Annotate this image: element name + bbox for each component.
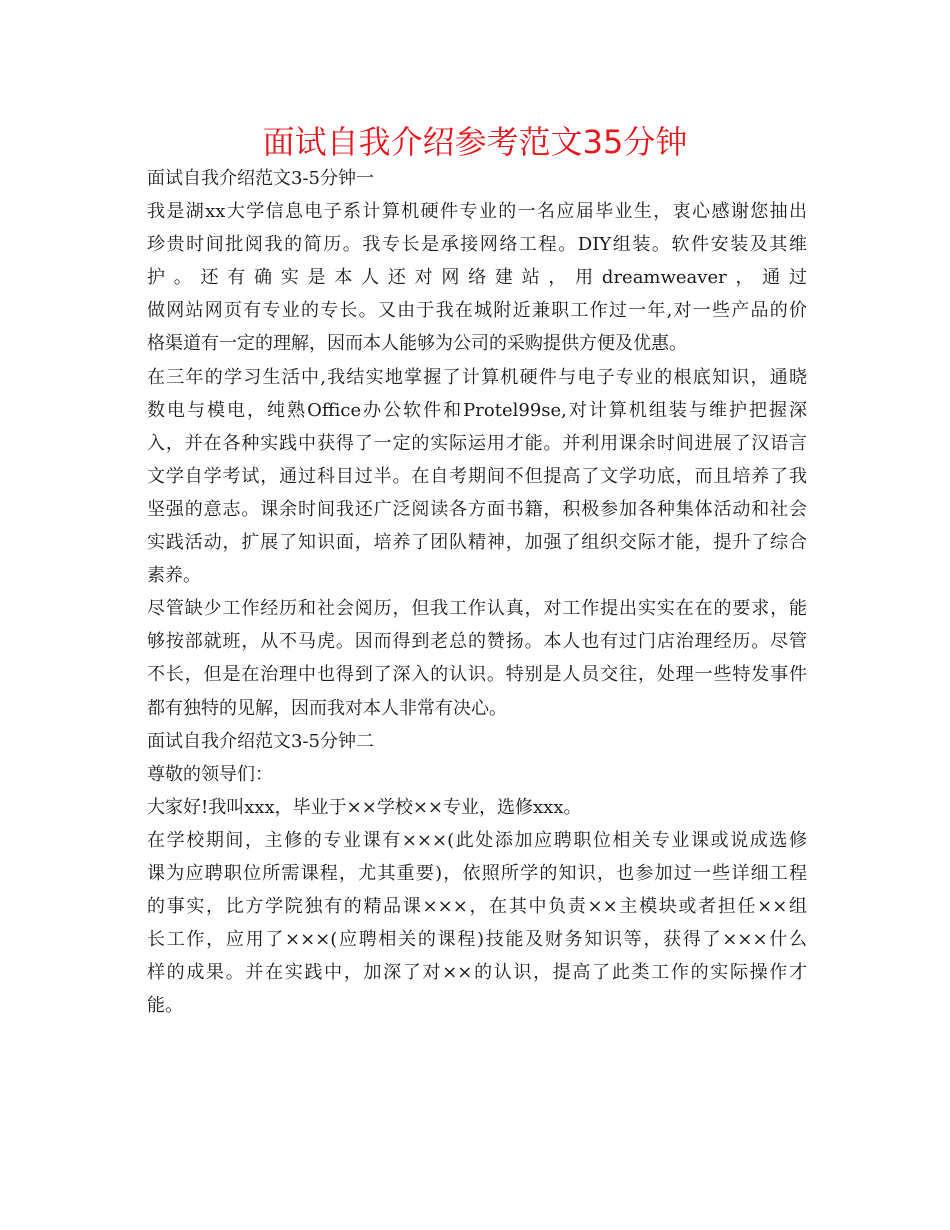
text-line: 珍贵时间批阅我的简历。我专长是承接网络工程。DIY组装。软件安装及其维 bbox=[147, 234, 807, 256]
text-line: 入，并在各种实践中获得了一定的实际运用才能。并利用课余时间进展了汉语言 bbox=[147, 432, 807, 454]
text-line: 的事实，比方学院独有的精品课×××，在其中负责××主模块或者担任××组 bbox=[147, 896, 807, 918]
text-line: 坚强的意志。课余时间我还广泛阅读各方面书籍，积极参加各种集体活动和社会 bbox=[147, 498, 807, 520]
text-line: 护。还有确实是本人还对网络建站，用dreamweaver，通过 bbox=[147, 267, 807, 289]
text-line: 尊敬的领导们： bbox=[147, 763, 273, 785]
text-line: 在三年的学习生活中,我结实地掌握了计算机硬件与电子专业的根底知识，通晓 bbox=[147, 366, 807, 388]
text-line: 都有独特的见解，因而我对本人非常有决心。 bbox=[147, 697, 507, 719]
text-line: 数电与模电，纯熟Office办公软件和Protel99se,对计算机组装与维护把握深 bbox=[147, 399, 807, 421]
text-line: 面试自我介绍范文3-5分钟一 bbox=[147, 168, 374, 189]
text-line: 不长，但是在治理中也得到了深入的认识。特别是人员交往，处理一些特发事件 bbox=[147, 664, 807, 686]
text-line: 素养。 bbox=[147, 565, 201, 587]
text-line: 文学自学考试，通过科目过半。在自考期间不但提高了文学功底，而且培养了我 bbox=[147, 465, 807, 487]
text-line: 格渠道有一定的理解，因而本人能够为公司的采购提供方便及优惠。 bbox=[147, 333, 687, 355]
text-line: 我是湖xx大学信息电子系计算机硬件专业的一名应届毕业生，衷心感谢您抽出 bbox=[147, 201, 807, 223]
text-line: 面试自我介绍范文3-5分钟二 bbox=[147, 730, 374, 752]
text-line: 课为应聘职位所需课程，尤其重要)，依照所学的知识，也参加过一些详细工程 bbox=[147, 862, 807, 884]
text-line: 在学校期间，主修的专业课有×××(此处添加应聘职位相关专业课或说成选修 bbox=[147, 829, 807, 851]
text-line: 尽管缺少工作经历和社会阅历，但我工作认真，对工作提出实实在在的要求，能 bbox=[147, 598, 807, 620]
document-body bbox=[147, 162, 807, 1022]
document-title: 面试自我介绍参考范文35分钟 bbox=[262, 123, 688, 161]
text-line: 做网站网页有专业的专长。又由于我在城附近兼职工作过一年,对一些产品的价 bbox=[147, 300, 807, 322]
text-line: 长工作，应用了×××(应聘相关的课程)技能及财务知识等，获得了×××什么 bbox=[147, 929, 807, 951]
text-line: 够按部就班，从不马虎。因而得到老总的赞扬。本人也有过门店治理经历。尽管 bbox=[147, 631, 807, 653]
text-line: 能。 bbox=[147, 995, 183, 1017]
text-line: 实践活动，扩展了知识面，培养了团队精神，加强了组织交际才能，提升了综合 bbox=[147, 532, 807, 554]
text-line: 大家好!我叫xxx，毕业于××学校××专业，选修xxx。 bbox=[147, 796, 582, 818]
text-line: 样的成果。并在实践中，加深了对××的认识，提高了此类工作的实际操作才 bbox=[147, 962, 807, 984]
